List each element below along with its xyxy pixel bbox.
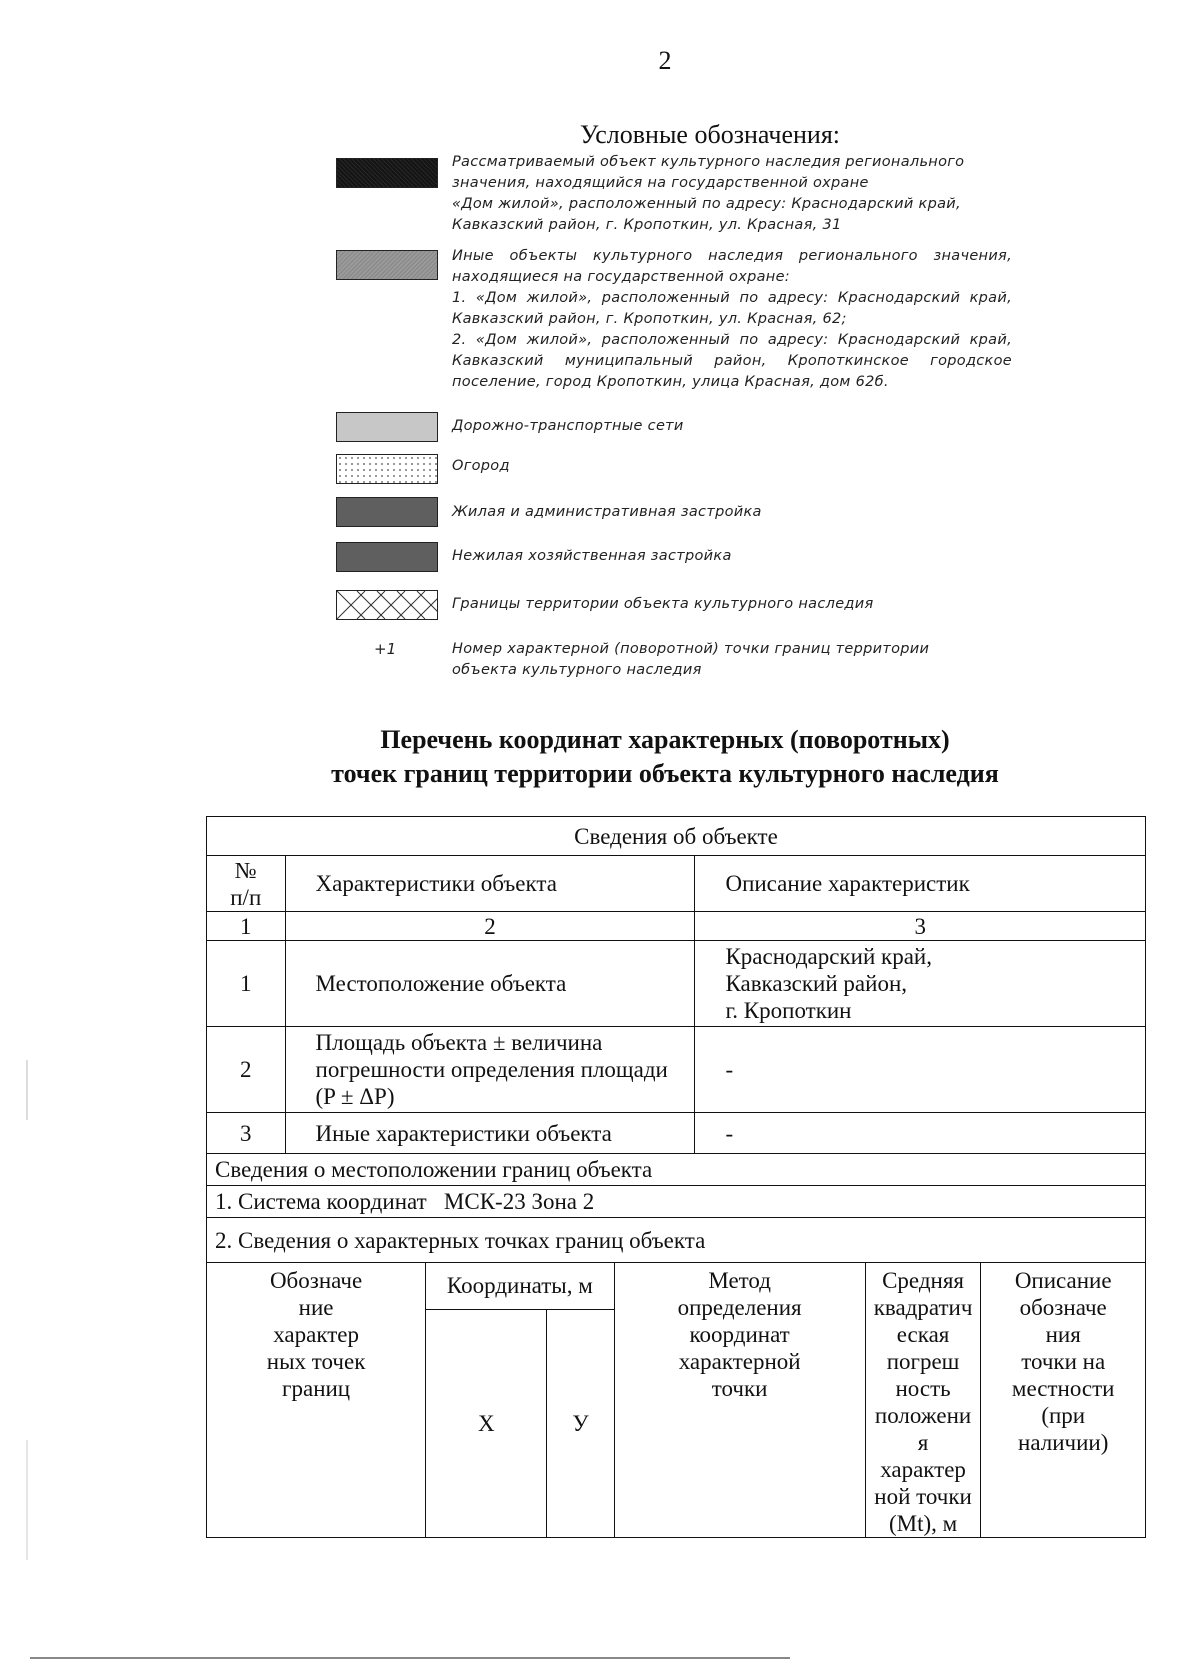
legend-title: Условные обозначения: (579, 120, 841, 149)
description-header: Описание характеристик (695, 856, 1146, 912)
table-cell: 2 (285, 912, 695, 941)
page-number: 2 (658, 46, 672, 75)
legend-line: 2. «Дом жилой», расположенный по адресу: Краснодарский край, (452, 332, 1012, 348)
legend-line: Жилая и административная застройка (452, 504, 762, 520)
legend-line: «Дом жилой», расположенный по адресу: Краснодарский край, (452, 196, 961, 212)
designation-header: Обозначе ние характер ных точек границ (207, 1263, 426, 1538)
legend-line: Границы территории объекта культурного наследия (452, 596, 874, 612)
table-cell: 3 (207, 1113, 286, 1154)
legend-line: поселение, город Кропоткин, улица Красная, дом 62б. (452, 374, 889, 390)
place-header: Описание обозначе ния точки на местности (при наличии) (981, 1263, 1146, 1538)
legend-line: Рассматриваемый объект культурного наследия регионального (452, 154, 965, 170)
section-title: Сведения об объекте (207, 817, 1146, 856)
legend-line: Кавказский район, г. Кропоткин, ул. Красная, 62; (452, 311, 847, 327)
table-cell: - (695, 1027, 1146, 1113)
x-header: X (426, 1309, 547, 1537)
points-title: 2. Сведения о характерных точках границ объекта (207, 1218, 1146, 1263)
table-cell: 2 (207, 1027, 286, 1113)
legend-line: Нежилая хозяйственная застройка (452, 548, 732, 564)
characteristic-header: Характеристики объекта (285, 856, 695, 912)
coordinate-system: 1. Система координат МСК-23 Зона 2 (207, 1186, 1146, 1218)
table-cell: - (695, 1113, 1146, 1154)
legend-line: Дорожно-транспортные сети (452, 418, 684, 434)
coordinates-header: Координаты, м (426, 1263, 614, 1310)
legend-line: Кавказский муниципальный район, Кропоткинское городское (452, 353, 1012, 369)
location-title: Сведения о местоположении границ объекта (207, 1154, 1146, 1186)
point-marker: +1 (374, 640, 397, 658)
method-header: Метод определения координат характерной точки (614, 1263, 865, 1538)
table-cell: 1 (207, 941, 286, 1027)
legend-line: Иные объекты культурного наследия регионального значения, (452, 248, 1012, 264)
table-cell: 1 (207, 912, 286, 941)
legend-line: находящиеся на государственной охране: (452, 269, 790, 285)
heading-line: Перечень координат характерных (поворотных) (380, 725, 950, 754)
legend-line: Кавказский район, г. Кропоткин, ул. Красная, 31 (452, 217, 842, 233)
legend-line: Огород (452, 458, 510, 474)
num-header: № п/п (207, 856, 286, 912)
error-header: Средняя квадратич еская погреш ность положени я характер ной точки (Mt), м (865, 1263, 981, 1538)
heading-line: точек границ территории объекта культурного наследия (331, 759, 999, 788)
legend-line: Номер характерной (поворотной) точки границ территории (452, 641, 930, 657)
table-cell: Местоположение объекта (285, 941, 695, 1027)
table-cell: Иные характеристики объекта (285, 1113, 695, 1154)
y-header: У (547, 1309, 614, 1537)
table-cell: Площадь объекта ± величина погрешности определения площади (P ± ΔP) (285, 1027, 695, 1113)
legend-line: значения, находящийся на государственной охране (452, 175, 869, 191)
table-cell: 3 (695, 912, 1146, 941)
legend-line: 1. «Дом жилой», расположенный по адресу: Краснодарский край, (452, 290, 1012, 306)
table-cell: Краснодарский край, Кавказский район, г. Кропоткин (695, 941, 1146, 1027)
legend-line: объекта культурного наследия (452, 662, 702, 678)
